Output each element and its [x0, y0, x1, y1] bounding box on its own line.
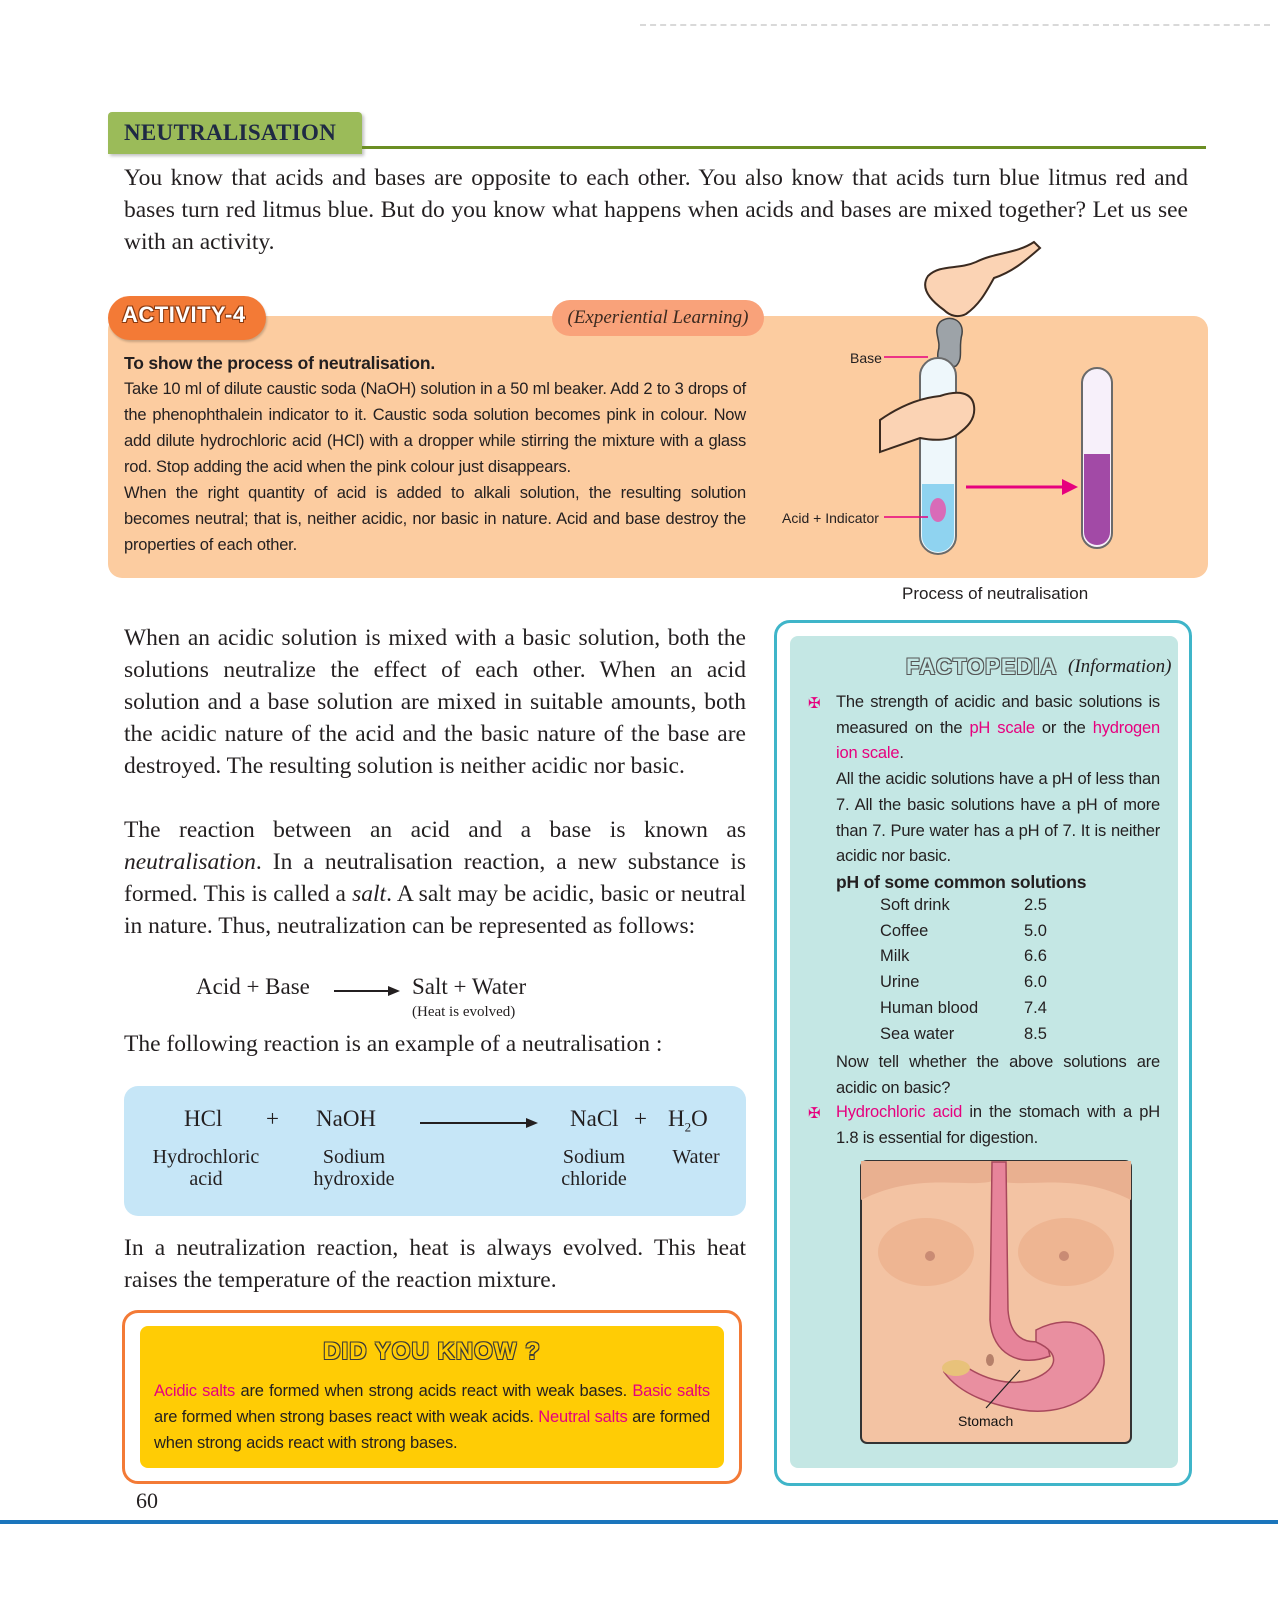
- hydrochloric-acid-term: Hydrochloric acid: [836, 1103, 963, 1121]
- ph-solution-name: Human blood: [880, 998, 979, 1017]
- p2-text-c: . In a neutralisation reaction, a new substance is formed. This is called a: [124, 849, 746, 907]
- factopedia-question: Now tell whether the above solutions are acidic on basic?: [836, 1053, 1160, 1097]
- activity-label: ACTIVITY-4: [122, 302, 246, 327]
- stomach-illustration: [860, 1160, 1132, 1444]
- acidic-salts-term: Acidic salts: [154, 1382, 236, 1400]
- name-hydrochloric-acid: Hydrochloric acid: [152, 1146, 260, 1190]
- main-paragraph-4: In a neutralization reaction, heat is always evolved. This heat raises the temperature of the reaction mixture.: [124, 1235, 746, 1293]
- equation-arrow: [334, 984, 402, 998]
- factopedia-bullet-2: [836, 1100, 1160, 1151]
- ph-row: [880, 921, 1047, 941]
- p2-term-neutralisation: neutralisation: [124, 849, 256, 875]
- basic-salts-term: Basic salts: [632, 1382, 710, 1400]
- ph-solution-name: Sea water: [880, 1024, 955, 1043]
- main-paragraph-1: When an acidic solution is mixed with a basic solution, both the solutions neutralize the effect of each other. When an acid solution and a base solution are mixed in suitable amounts, both the acidic nature of the acid and the basic nature of the base are destroyed. The resulting solution is neither acidic nor basic.: [124, 625, 746, 779]
- header-dashed-line: [640, 24, 1270, 26]
- ph-row: [880, 947, 1047, 966]
- acid-indicator-label: Acid + Indicator: [782, 510, 879, 526]
- equation-left: Acid + Base: [196, 974, 310, 999]
- p2-text-a: The reaction between an acid and a base is known as: [124, 817, 746, 843]
- activity-tag: (Experiential Learning): [552, 300, 764, 336]
- reaction-arrow: [420, 1116, 540, 1130]
- bullet-icon: ✠: [808, 696, 821, 712]
- process-arrowhead: [1062, 479, 1078, 495]
- dyk-text-2: are formed when strong acids react with weak bases.: [235, 1382, 633, 1400]
- activity-text: [124, 350, 746, 558]
- base-label: Base: [850, 350, 882, 366]
- ph-row: [880, 1024, 1047, 1044]
- ph-solution-name: Urine: [880, 973, 920, 992]
- p2-text-e: . A salt may be acidic, basic or neutral in nature. Thus, neutralization can be represented as follows:: [124, 881, 747, 939]
- fp-b1-c: or the: [1034, 718, 1093, 737]
- reactant-hcl: HCl: [184, 1106, 223, 1131]
- section-title: NEUTRALISATION: [124, 120, 337, 145]
- p2-term-salt: salt: [352, 881, 387, 907]
- factopedia-title: FACTOPEDIA: [906, 654, 1058, 679]
- upper-hand: [925, 242, 1040, 316]
- neutralisation-figure: [780, 240, 1140, 580]
- neutral-salts-term: Neutral salts: [538, 1408, 628, 1426]
- fp-b2-b: in the stomach with a pH 1.8 is essential for digestion.: [836, 1103, 1160, 1147]
- ph-value: 6.0: [1024, 973, 1047, 992]
- ph-scale-term: pH scale: [969, 718, 1035, 737]
- dyk-text-6: are formed when strong acids react with strong bases.: [154, 1408, 710, 1452]
- ph-row: [880, 973, 1047, 992]
- fp-b1-a: The strength of acidic and basic solutions is measured on the: [836, 693, 1160, 737]
- ph-row: [880, 896, 1047, 915]
- factopedia-subtitle: (Information): [1068, 656, 1172, 677]
- main-paragraph-3: The following reaction is an example of a neutralisation :: [124, 1031, 663, 1057]
- ph-row: [880, 998, 1047, 1018]
- did-you-know-text: [154, 1378, 710, 1456]
- activity-label-tab: [108, 296, 266, 340]
- ph-solution-name: Soft drink: [880, 896, 950, 914]
- ph-value: 6.6: [1024, 947, 1047, 966]
- section-heading: [108, 112, 1206, 156]
- dyk-text-4: are formed when strong bases react with weak acids.: [154, 1408, 539, 1426]
- indicator-drop: [930, 498, 946, 522]
- name-sodium-hydroxide: Sodium hydroxide: [313, 1146, 395, 1190]
- right-tube-liquid: [1084, 454, 1110, 545]
- ph-table-title: pH of some common solutions: [836, 872, 1087, 892]
- equation-note: (Heat is evolved): [412, 1004, 516, 1020]
- ph-value: 7.4: [1024, 998, 1047, 1017]
- hydrogen-ion-scale-term: hydrogen ion scale: [836, 718, 1160, 763]
- reaction-plus-1: +: [266, 1106, 279, 1131]
- stomach-label: Stomach: [958, 1413, 1014, 1429]
- footer-rule: [0, 1520, 1278, 1524]
- name-water: Water: [672, 1146, 720, 1168]
- fp-b1-e: .: [899, 744, 904, 763]
- name-sodium-chloride: Sodium chloride: [561, 1146, 627, 1190]
- page-number: 60: [136, 1488, 158, 1513]
- main-paragraph-2: [124, 814, 746, 942]
- activity-body-2: When the right quantity of acid is added to alkali solution, the resulting solution becomes neutral; that is, neither acidic, nor basic in nature. Acid and base destroy the properties of each other.: [124, 484, 746, 554]
- ph-solution-name: Coffee: [880, 921, 929, 940]
- ph-value: 2.5: [1024, 896, 1047, 914]
- ph-solution-name: Milk: [880, 947, 910, 966]
- bullet-icon: ✠: [808, 1106, 821, 1122]
- factopedia-bullet-1: [836, 690, 1160, 870]
- section-rule: [362, 146, 1206, 149]
- water-h: H: [668, 1106, 685, 1131]
- product-water: [668, 1106, 708, 1136]
- reactant-naoh: NaOH: [316, 1106, 377, 1131]
- water-subscript: 2: [684, 1119, 692, 1135]
- figure-caption: Process of neutralisation: [902, 584, 1089, 603]
- product-nacl: NaCl: [570, 1106, 619, 1131]
- reaction-plus-2: +: [634, 1106, 647, 1131]
- water-o: O: [691, 1106, 708, 1131]
- activity-body-1: Take 10 ml of dilute caustic soda (NaOH) solution in a 50 ml beaker. Add 2 to 3 drops of the phenophthalein indicator to it. Caustic soda solution becomes pink in colour. Now add dilute hydrochloric acid (HCl) with a dropper while stirring the mixture with a glass rod. Stop adding the acid when the pink colour just disappears.: [124, 380, 746, 476]
- equation-right: Salt + Water: [412, 974, 527, 999]
- ph-value: 5.0: [1024, 921, 1047, 940]
- did-you-know-title: DID YOU KNOW ?: [323, 1338, 541, 1365]
- fp-b1-f: All the acidic solutions have a pH of less than 7. All the basic solutions have a pH of more than 7. Pure water has a pH of 7. It is neither acidic nor basic.: [836, 770, 1160, 866]
- ph-value: 8.5: [1024, 1024, 1047, 1043]
- intro-paragraph: You know that acids and bases are opposite to each other. You also know that acids turn blue litmus red and bases turn red litmus blue. But do you know what happens when acids and bases are mixed together? Let us see with an activity.: [124, 165, 1188, 255]
- activity-heading: To show the process of neutralisation.: [124, 353, 436, 373]
